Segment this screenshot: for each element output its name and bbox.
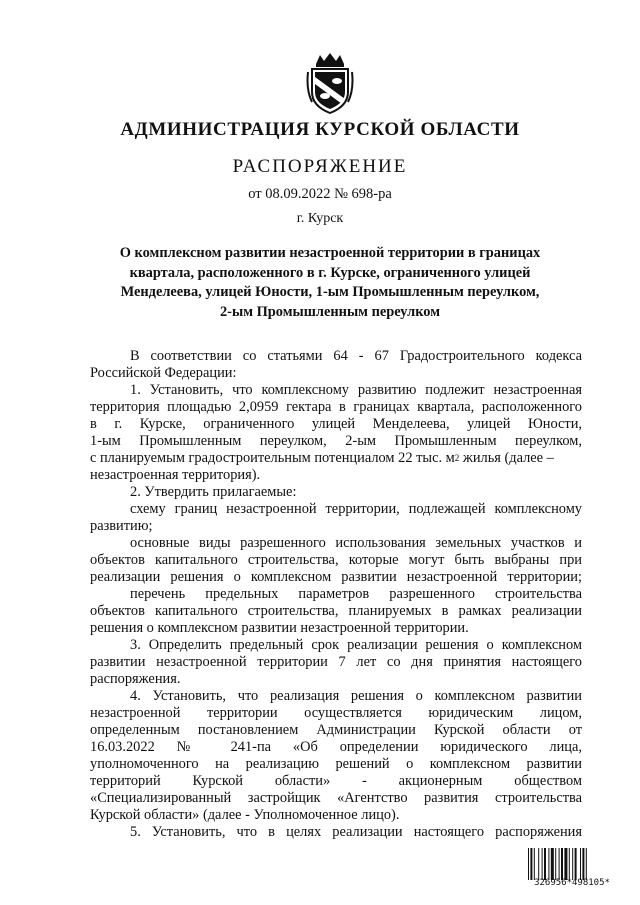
- body-line: 16.03.2022 № 241-па «Об определении юридического лица,: [90, 739, 582, 755]
- body-line: развитию;: [90, 518, 153, 534]
- body-line: схему границ незастроенной территории, подлежащей комплексному: [130, 501, 582, 517]
- title-line: Менделеева, улицей Юности, 1-ым Промышленным переулком,: [120, 284, 540, 300]
- document-type: РАСПОРЯЖЕНИЕ: [232, 156, 408, 177]
- body-line: [90, 450, 582, 467]
- body-line: 4. Установить, что реализация решения о комплексном развитии: [130, 688, 582, 704]
- body-line: основные виды разрешенного использования земельных участков и: [130, 535, 582, 551]
- body-text: с планируемым градостроительным потенциалом 22 тыс. м: [90, 450, 455, 466]
- document-body: [90, 348, 582, 841]
- body-line: В соответствии со статьями 64 - 67 Градостроительного кодекса: [130, 348, 582, 364]
- body-line: территорий Курской области» - акционерным обществом: [90, 773, 582, 789]
- body-line: перечень предельных параметров разрешенного строительства: [130, 586, 582, 602]
- body-line: уполномоченного на реализацию решений о комплексном развитии: [90, 756, 582, 772]
- body-line: реализации решения о комплексном развитии незастроенной территории;: [90, 569, 582, 585]
- body-line: «Специализированный застройщик «Агентство развития строительства: [90, 790, 582, 806]
- body-line: Курской области» (далее - Уполномоченное лицо).: [90, 807, 400, 823]
- agency-name: АДМИНИСТРАЦИЯ КУРСКОЙ ОБЛАСТИ: [120, 119, 520, 140]
- body-line: распоряжения.: [90, 671, 181, 687]
- barcode-number: 326956*498105*: [534, 878, 610, 888]
- body-line: незастроенной территории осуществляется юридическим лицом,: [90, 705, 582, 721]
- body-line: 3. Определить предельный срок реализации решения о комплексном: [130, 637, 582, 653]
- title-line: 2-ым Промышленным переулком: [219, 303, 441, 320]
- issue-city: г. Курск: [296, 211, 344, 226]
- body-line: 5. Установить, что в целях реализации настоящего распоряжения: [130, 824, 582, 840]
- body-line: 1. Установить, что комплексному развитию подлежит незастроенная: [130, 382, 582, 398]
- superscript: 2: [454, 453, 460, 463]
- document-title: [110, 244, 550, 322]
- body-line: незастроенная территория).: [90, 467, 261, 483]
- title-line: квартала, расположенного в г. Курске, ограниченного улицей: [129, 264, 531, 281]
- body-line: решения о комплексном развитии незастроенной территории.: [90, 620, 469, 636]
- body-line: объектов капитального строительства, которые могут быть выбраны при: [90, 552, 582, 568]
- coat-of-arms-kursk-icon: [306, 52, 354, 114]
- body-line: Российской Федерации:: [90, 365, 237, 381]
- document-number: от 08.09.2022 № 698-ра: [248, 186, 392, 202]
- body-line: объектов капитального строительства, планируемых в рамках реализации: [90, 603, 582, 619]
- body-line: 2. Утвердить прилагаемые:: [130, 484, 297, 500]
- body-line: в г. Курске, ограниченного улицей Менделеева, улицей Юности,: [90, 416, 582, 432]
- title-line: О комплексном развитии незастроенной территории в границах: [119, 245, 541, 261]
- barcode-icon: [528, 848, 614, 880]
- body-line: развитии незастроенной территории 7 лет со дня принятия настоящего: [90, 654, 582, 670]
- body-text: жилья (далее –: [459, 450, 554, 466]
- body-line: определенным постановлением Администрации Курской области от: [90, 722, 582, 738]
- body-line: 1-ым Промышленным переулком, 2-ым Промышленным переулком,: [90, 433, 582, 449]
- body-line: территория площадью 2,0959 гектара в границах квартала, расположенного: [90, 399, 582, 415]
